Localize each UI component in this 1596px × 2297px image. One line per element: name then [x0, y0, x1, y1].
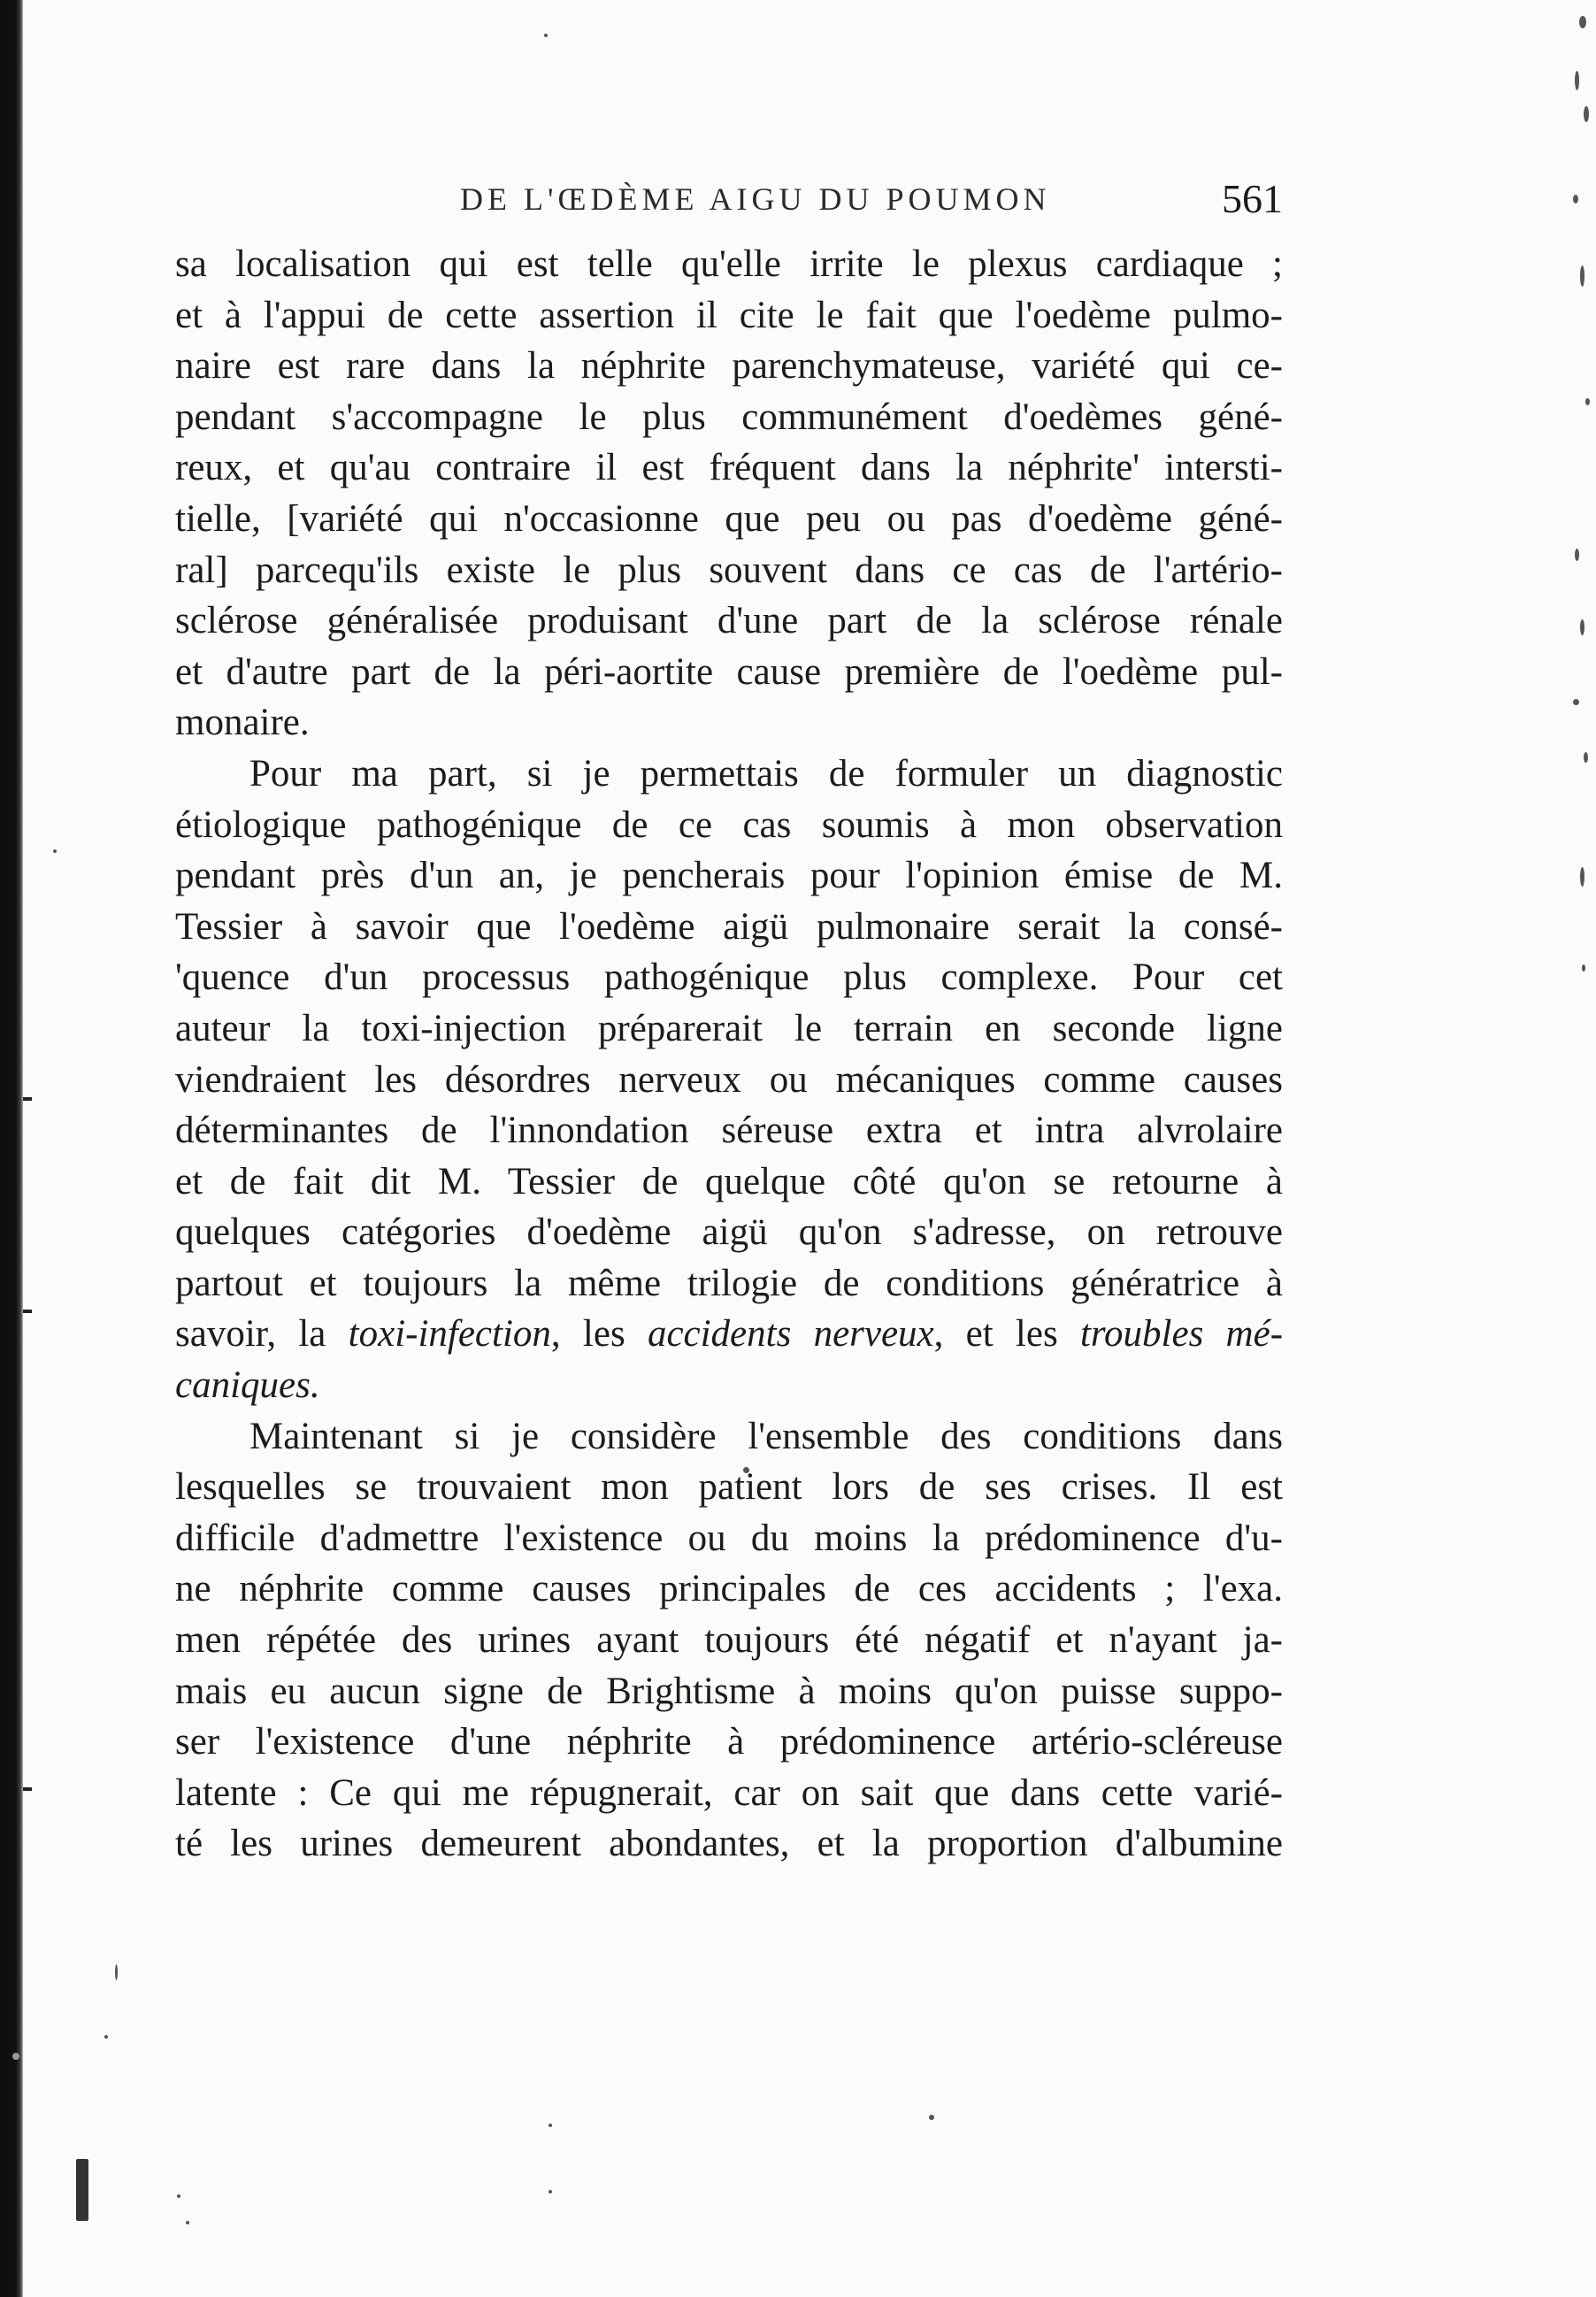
text-line: viendraient les désordres nerveux ou mécaniques comme causes — [175, 1058, 1283, 1101]
binding-mark — [23, 1787, 32, 1791]
text-line: et d'autre part de la péri-aortite cause première de l'oedème pul- — [175, 650, 1283, 693]
text-line: sclérose généralisée produisant d'une part de la sclérose rénale — [175, 600, 1283, 642]
text-line: pendant près d'un an, je pencherais pour l'opinion émise de M. — [175, 855, 1283, 897]
scan-speck — [1584, 752, 1588, 763]
scan-speck — [177, 2194, 180, 2198]
scan-speck — [929, 2115, 934, 2120]
text-line: reux, et qu'au contraire il est fréquent dans la néphrite' intersti- — [175, 447, 1283, 489]
text-line: étiologique pathogénique de ce cas soumis à mon observation — [175, 803, 1283, 846]
running-head — [177, 175, 1283, 228]
scan-speck — [1580, 619, 1584, 635]
text-segment: savoir, la — [175, 1313, 326, 1356]
scan-speck — [1582, 964, 1585, 972]
italic-term: troubles mé- — [1079, 1313, 1283, 1356]
scan-speck — [53, 849, 57, 853]
text-line: quelques catégories d'oedème aigü qu'on s'adresse, on retrouve — [175, 1211, 1283, 1254]
text-line: et de fait dit M. Tessier de quelque côté qu'on se retourne à — [175, 1160, 1283, 1202]
scan-speck — [104, 2035, 108, 2039]
scan-speck — [1573, 699, 1579, 705]
page-number: 561 — [1222, 176, 1283, 221]
italic-term: toxi-infection — [348, 1313, 551, 1356]
text-segment: , les — [550, 1313, 625, 1356]
binding-edge — [0, 0, 23, 2297]
scan-speck — [186, 2221, 189, 2224]
text-line: déterminantes de l'innondation séreuse extra et intra alvrolaire — [175, 1110, 1283, 1152]
scan-speck — [549, 2124, 552, 2127]
text-line: ne néphrite comme causes principales de ces accidents ; l'exa. — [175, 1568, 1283, 1610]
text-line: et à l'appui de cette assertion il cite le fait que l'oedème pulmo- — [175, 294, 1283, 336]
text-line-mixed — [175, 1309, 1283, 1360]
text-line: latente : Ce qui me répugnerait, car on sait que dans cette varié- — [175, 1771, 1283, 1814]
text-line: sa localisation qui est telle qu'elle irrite le plexus cardiaque ; — [175, 243, 1283, 285]
scan-speck — [1573, 195, 1578, 204]
binding-mark — [23, 1097, 32, 1101]
text-line-italic — [175, 1360, 1283, 1411]
text-line: té les urines demeurent abondantes, et la proportion d'albumine — [175, 1823, 1283, 1865]
scan-speck — [1584, 106, 1589, 122]
text-line: men répétée des urines ayant toujours été négatif et n'ayant ja- — [175, 1619, 1283, 1662]
text-line: mais eu aucun signe de Brightisme à moins qu'on puisse suppo- — [175, 1670, 1283, 1712]
text-line: pendant s'accompagne le plus communément d'oedèmes géné- — [175, 396, 1283, 438]
scan-speck — [1579, 16, 1586, 28]
scan-speck — [1580, 265, 1584, 287]
text-line: lesquelles se trouvaient mon patient lors de ses crises. Il est — [175, 1466, 1283, 1509]
paragraph-first-line: Maintenant si je considère l'ensemble des conditions dans — [249, 1415, 1283, 1457]
text-line: difficile d'admettre l'existence ou du moins la prédominence d'u- — [175, 1517, 1283, 1559]
text-line: ser l'existence d'une néphrite à prédominence artério-scléreuse — [175, 1721, 1283, 1763]
italic-term: accidents nerveux — [647, 1313, 934, 1356]
scan-speck — [544, 34, 548, 37]
text-line: auteur la toxi-injection préparerait le terrain en seconde ligne — [175, 1007, 1283, 1049]
scan-speck — [1575, 549, 1579, 561]
scan-speck — [1580, 867, 1584, 887]
text-segment: , et les — [933, 1313, 1058, 1356]
scan-speck — [1575, 71, 1579, 90]
running-title: DE L'ŒDÈME AIGU DU POUMON — [460, 181, 1051, 217]
scan-speck — [76, 2159, 88, 2221]
paragraph-first-line: Pour ma part, si je permettais de formuler un diagnostic — [249, 752, 1283, 795]
scan-speck — [549, 2190, 552, 2193]
text-line: tielle, [variété qui n'occasionne que peu ou pas d'oedème géné- — [175, 497, 1283, 540]
text-line: 'quence d'un processus pathogénique plus complexe. Pour cet — [175, 956, 1283, 999]
scan-speck — [1585, 398, 1590, 405]
text-line: naire est rare dans la néphrite parenchymateuse, variété qui ce- — [175, 345, 1283, 388]
scan-speck — [12, 2053, 19, 2060]
text-line: Tessier à savoir que l'oedème aigü pulmonaire serait la consé- — [175, 905, 1283, 948]
text-line: ral] parcequ'ils existe le plus souvent dans ce cas de l'artério- — [175, 549, 1283, 591]
text-line: monaire. — [175, 702, 310, 744]
body-text — [175, 239, 1283, 1870]
italic-term: caniques. — [175, 1364, 320, 1407]
text-line: partout et toujours la même trilogie de conditions génératrice à — [175, 1262, 1283, 1304]
scan-speck — [115, 1964, 118, 1980]
binding-mark — [23, 1310, 32, 1313]
